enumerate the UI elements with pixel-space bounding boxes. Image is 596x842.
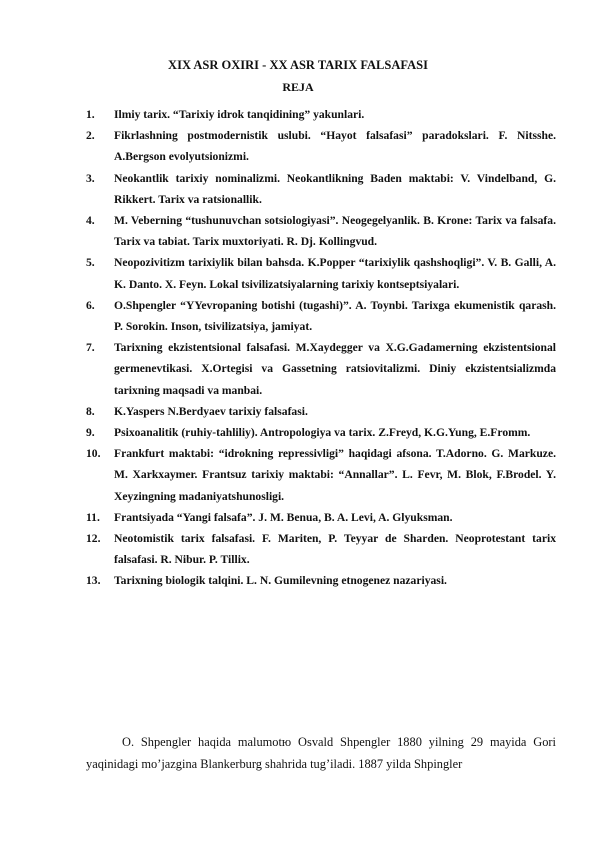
- item-number: 8.: [86, 404, 95, 418]
- list-item: [86, 401, 556, 422]
- list-item: [86, 168, 556, 210]
- item-text: Neopozivitizm tarixiylik bilan bahsda. K.Popper “tarixiylik qashshoqligi”. V. B. Galli, A. K. Danto. X. Feyn. Lokal tsivilizatsiyalarning tarixiy kontseptsiyalari.: [114, 256, 556, 291]
- list-item: [86, 528, 556, 570]
- item-number: 3.: [86, 171, 95, 185]
- list-item: [86, 210, 556, 252]
- list-item: [86, 337, 556, 401]
- list-item: [86, 125, 556, 167]
- item-number: 2.: [86, 129, 95, 143]
- item-number: 12.: [86, 532, 101, 546]
- item-text: O.Shpengler “YYevropaning botishi (tugashi)”. A. Toynbi. Tarixga ekumenistik qarash. P. Sorokin. Inson, tsivilizatsiya, jamiyat.: [114, 298, 556, 334]
- item-number: 9.: [86, 426, 95, 440]
- plan-list: [86, 104, 556, 592]
- list-item: [86, 104, 556, 125]
- list-item: [86, 422, 556, 443]
- item-text: Psixoanalitik (ruhiy-tahliliy). Antropologiya va tarix. Z.Freyd, K.G.Yung, E.Fromm.: [114, 426, 531, 440]
- item-text: Tarixning biologik talqini. L. N. Gumilevning etnogenez nazariyasi.: [114, 574, 447, 588]
- item-text: Neokantlik tarixiy nominalizmi. Neokantlikning Baden maktabi: V. Vindelband, G. Rikkert. Tarix va ratsionallik.: [114, 171, 556, 206]
- item-number: 13.: [86, 574, 101, 588]
- item-text: Ilmiy tarix. “Tarixiy idrok tanqidining” yakunlari.: [114, 108, 365, 121]
- list-item: [86, 295, 556, 337]
- item-number: 5.: [86, 256, 95, 270]
- item-number: 7.: [86, 341, 95, 355]
- item-text: Frantsiyada “Yangi falsafa”. J. M. Benua, B. A. Levi, A. Glyuksman.: [114, 510, 453, 524]
- item-text: M. Veberning “tushunuvchan sotsiologiyasi”. Neogegelyanlik. B. Krone: Tarix va falsafa. Tarix va tabiat. Tarix muxtoriyati. R. Dj. Kollingvud.: [114, 214, 556, 249]
- item-number: 11.: [86, 510, 100, 524]
- item-number: 10.: [86, 447, 101, 461]
- item-number: 1.: [86, 108, 95, 121]
- list-item: [86, 507, 556, 528]
- item-number: 4.: [86, 214, 95, 228]
- list-item: [86, 570, 556, 591]
- item-text: Fikrlashning postmodernistik uslubi. “Hayot falsafasi” paradokslari. F. Nitsshe. A.Bergson evolyutsionizmi.: [114, 129, 556, 164]
- item-text: Tarixning ekzistentsional falsafasi. M.Xaydegger va X.G.Gadamerning ekzistentsional germenevtikasi. X.Ortegisi va Gassetning ratsiovitalizmi. Diniy ekzistentsializmda tarixning maqsadi va manbai.: [114, 341, 556, 397]
- body-paragraph: O. Shpengler haqida malumotю Osvald Shpengler 1880 yilning 29 mayida Gori yaqinidagi mo’jazgina Blankerburg shahrida tug’iladi. 1887 yilda Shpingler: [86, 735, 556, 771]
- list-item: [86, 443, 556, 507]
- list-item: [86, 252, 556, 294]
- plan-heading: REJA: [282, 80, 314, 94]
- item-text: K.Yaspers N.Berdyaev tarixiy falsafasi.: [114, 404, 308, 418]
- document-title: XIX ASR OXIRI - XX ASR TARIX FALSAFASI: [168, 58, 428, 72]
- item-number: 6.: [86, 298, 95, 312]
- item-text: Neotomistik tarix falsafasi. F. Mariten, P. Teyyar de Sharden. Neoprotestant tarix falsafasi. R. Nibur. P. Tillix.: [114, 532, 556, 567]
- item-text: Frankfurt maktabi: “idrokning repressivligi” haqidagi afsona. T.Adorno. G. Markuze. M. Xarkxaymer. Frantsuz tarixiy maktabi: “Annallar”. L. Fevr, M. Blok, F.Brodel. Y. Xeyzingning madaniyatshunosligi.: [114, 447, 556, 503]
